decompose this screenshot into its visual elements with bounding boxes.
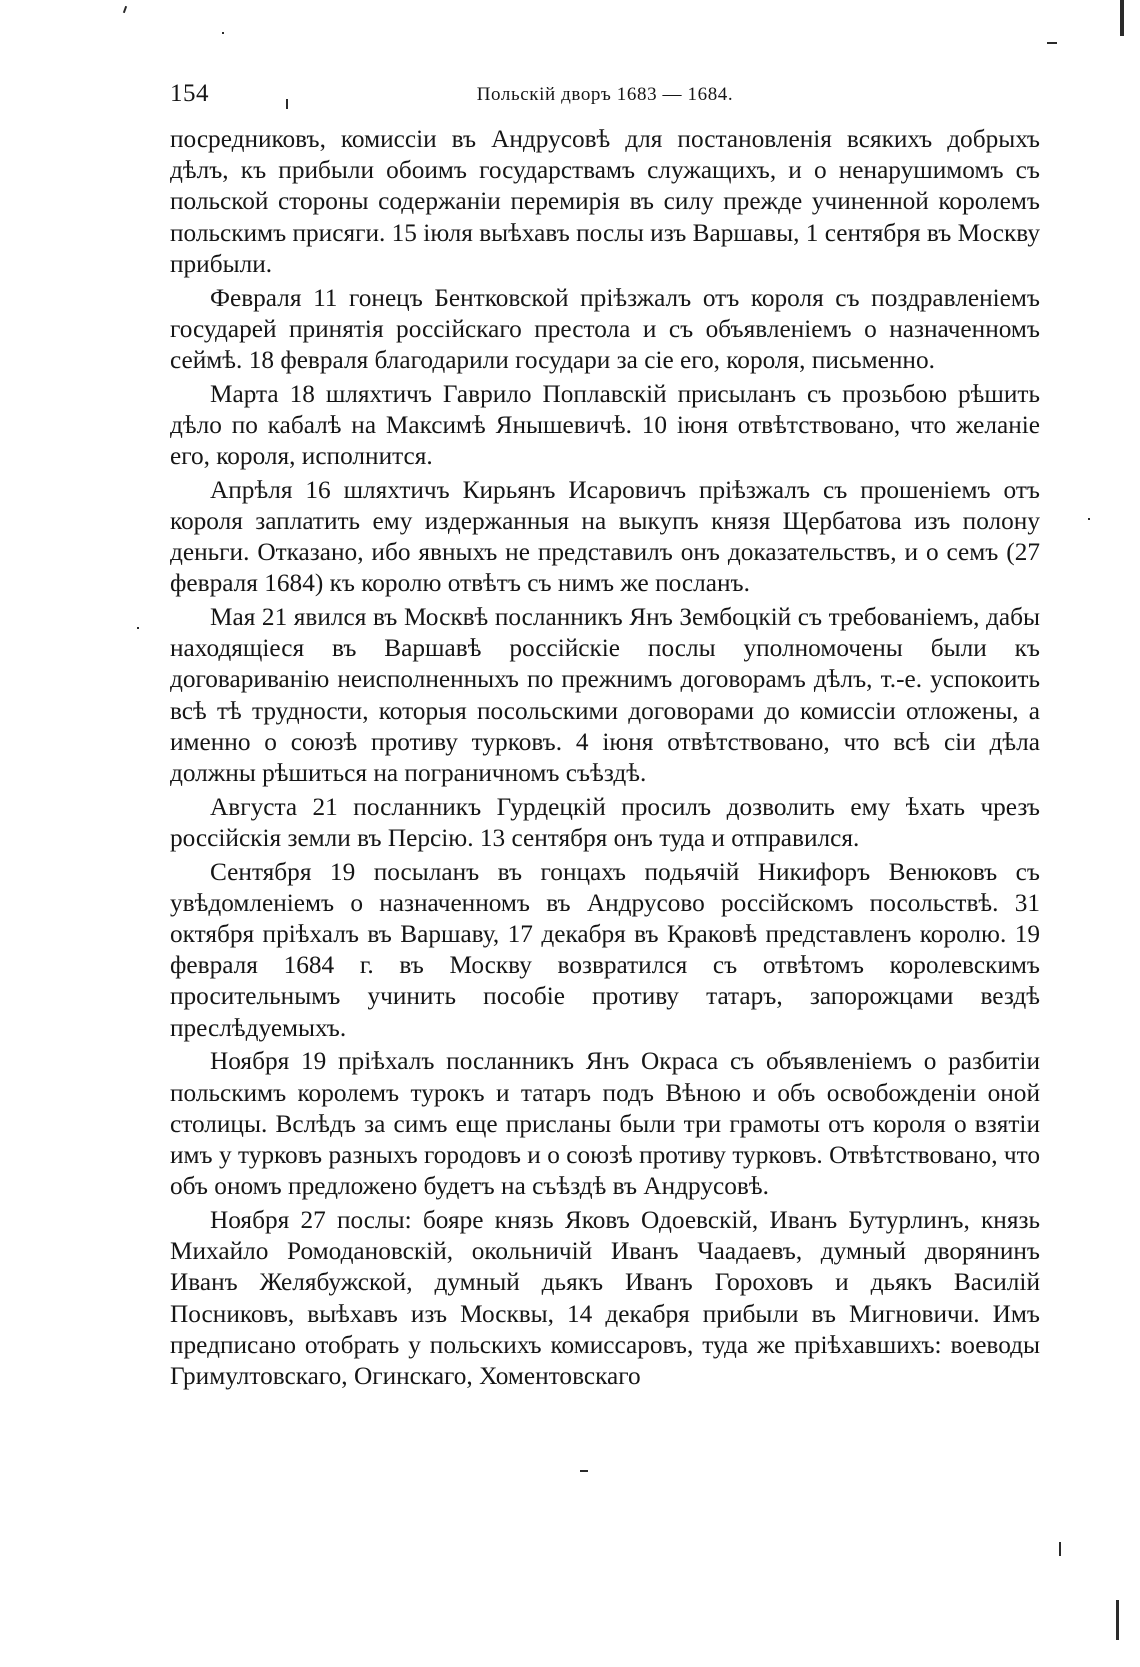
scan-speck <box>1120 0 1124 36</box>
scan-speck <box>1116 1600 1119 1640</box>
paragraph-may: Мая 21 явился въ Москвѣ посланникъ Янъ Зембоцкій съ требованіемъ, дабы находящіеся въ Варшавѣ россійскіе послы уполномочены были къ договариванію неисполненныхъ по прежнимъ договорамъ дѣлъ, т.-е. успокоить всѣ тѣ трудности, которыя посольскими договорами до комиссіи отложены, а именно о союзѣ противу турковъ. 4 іюня отвѣтствовано, что всѣ сіи дѣла должны рѣшиться на пограничномъ съѣздѣ. <box>170 603 1040 788</box>
body-text <box>170 124 1040 1395</box>
scan-speck <box>1047 42 1057 44</box>
paragraph-april: Апрѣля 16 шляхтичъ Кирьянъ Исаровичъ пріѣзжалъ съ прошеніемъ отъ короля заплатить ему издержанныя на выкупъ князя Щербатова изъ полону деньги. Отказано, ибо явныхъ не представилъ онъ доказательствъ, и о семъ (27 февраля 1684) къ королю отвѣтъ съ нимъ же посланъ. <box>170 475 1040 598</box>
page-header <box>170 80 1040 112</box>
scan-speck <box>1059 1542 1061 1556</box>
paragraph-november-27: Ноября 27 послы: бояре князь Яковъ Одоевскій, Иванъ Бутурлинъ, князь Михайло Ромодановскій, окольничій Иванъ Чаадаевъ, думный дворянинъ Иванъ Желябужской, думный дьякъ Иванъ Гороховъ и дьякъ Василій Посниковъ, выѣхавъ изъ Москвы, 14 декабря прибыли въ Мигновичи. Имъ предписано отобрать у польскихъ комиссаровъ, туда же пріѣхавшихъ: воеводы Гримултовскаго, Огинскаго, Хоментовскаго <box>170 1205 1040 1390</box>
paragraph-november-19: Ноября 19 пріѣхалъ посланникъ Янъ Окраса съ объявленіемъ о разбитіи польскимъ королемъ турокъ и татаръ подъ Вѣною и объ освобожденіи оной столицы. Вслѣдъ за симъ еще присланы были три грамоты отъ короля о взятіи имъ у турковъ разныхъ городовъ и о союзѣ противу турковъ. Отвѣтствовано, что объ ономъ предложено будетъ на съѣздѣ въ Андрусовѣ. <box>170 1047 1040 1201</box>
scan-speck <box>1088 518 1090 520</box>
paragraph-march: Марта 18 шляхтичъ Гаврило Поплавскій присыланъ съ прозьбою рѣшить дѣло по кабалѣ на Максимѣ Янышевичѣ. 10 іюня отвѣтствовано, что желаніе его, короля, исполнится. <box>170 379 1040 471</box>
page-number: 154 <box>170 80 209 107</box>
scan-speck <box>123 6 127 13</box>
paragraph-february: Февраля 11 гонецъ Бентковской пріѣзжалъ отъ короля съ поздравленіемъ государей принятія россійскаго престола и съ объявленіемъ о назначенномъ сеймѣ. 18 февраля благодарили государи за сіе его, короля, письменно. <box>170 283 1040 374</box>
scan-speck <box>286 99 288 109</box>
paragraph-continuation: посредниковъ, комиссіи въ Андрусовѣ для постановленія всякихъ добрыхъ дѣлъ, къ прибыли обоимъ государствамъ служащихъ, и о ненарушимомъ съ польской стороны содержаніи перемирія въ силу прежде учиненной королемъ польскимъ присяги. 15 іюля выѣхавъ послы изъ Варшавы, 1 сентября въ Москву прибыли. <box>170 125 1040 278</box>
scan-speck <box>137 627 139 629</box>
paragraph-september: Сентября 19 посыланъ въ гонцахъ подьячій Никифоръ Венюковъ съ увѣдомленіемъ о назначенномъ въ Андрусово россійскомъ посольствѣ. 31 октября пріѣхалъ въ Варшаву, 17 декабря въ Краковѣ представленъ королю. 19 февраля 1684 г. въ Москву возвратился съ отвѣтомъ королевскимъ просительнымъ учинить пособіе противу татаръ, запорожцами вездѣ преслѣдуемыхъ. <box>170 857 1040 1042</box>
paragraph-august: Августа 21 посланникъ Гурдецкій просилъ дозволить ему ѣхать чрезъ россійскія земли въ Персію. 13 сентября онъ туда и отправился. <box>170 792 1040 852</box>
scan-speck <box>580 1470 588 1472</box>
scan-speck <box>222 32 224 34</box>
running-title: Польскій дворъ 1683 — 1684. <box>476 84 734 105</box>
